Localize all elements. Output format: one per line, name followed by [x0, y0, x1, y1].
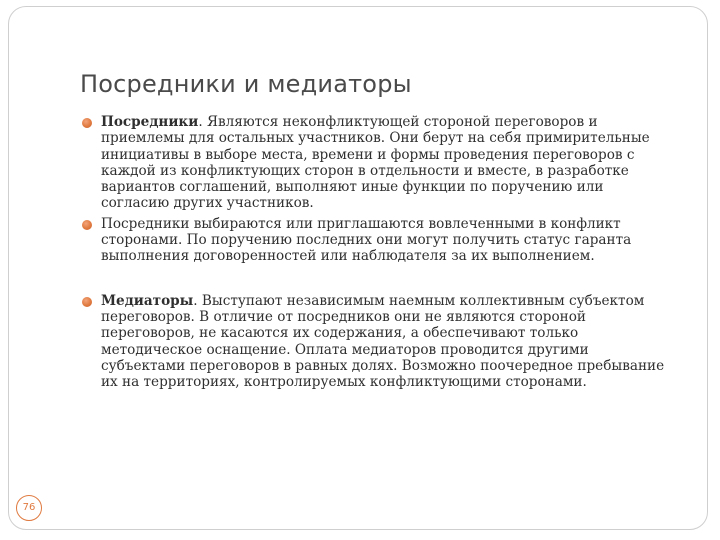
bullet-item-posredniki-role — [80, 114, 670, 212]
bullet-item-mediatory — [80, 293, 670, 391]
slide-content — [80, 114, 670, 390]
bullet-term: Посредники — [101, 114, 199, 130]
slide-title: Посредники и медиаторы — [80, 70, 412, 98]
page-number-badge: 76 — [16, 495, 42, 521]
bullet-dot-icon — [82, 297, 92, 307]
bullet-dot-icon — [82, 220, 92, 230]
bullet-term: Медиаторы — [101, 292, 194, 309]
bullet-text: . Являются неконфликтующей стороной переговоров и приемлемы для остальных участников. Они берут на себя примирительные инициативы в выборе места, времени и формы проведения переговоров с каждой из конфликтующих сторон в отдельности и вместе, в разработке вариантов соглашений, выполняют иные функции по поручению или согласию других участников. — [101, 114, 650, 212]
bullet-item-posredniki-selection — [80, 216, 670, 265]
bullet-dot-icon — [82, 118, 92, 128]
bullet-text: Посредники выбираются или приглашаются вовлеченными в конфликт сторонами. По поручению последних они могут получить статус гаранта выполнения договоренностей или наблюдателя за их выполнением. — [101, 215, 632, 265]
bullet-text: . Выступают независимым наемным коллективным субъектом переговоров. В отличие от посредников они не являются стороной переговоров, не касаются их содержания, а обеспечивают только методическое оснащение. Оплата медиаторов проводится другими субъектами переговоров в равных долях. Возможно поочередное пребывание их на территориях, контролируемых конфликтующими сторонами. — [101, 292, 665, 391]
